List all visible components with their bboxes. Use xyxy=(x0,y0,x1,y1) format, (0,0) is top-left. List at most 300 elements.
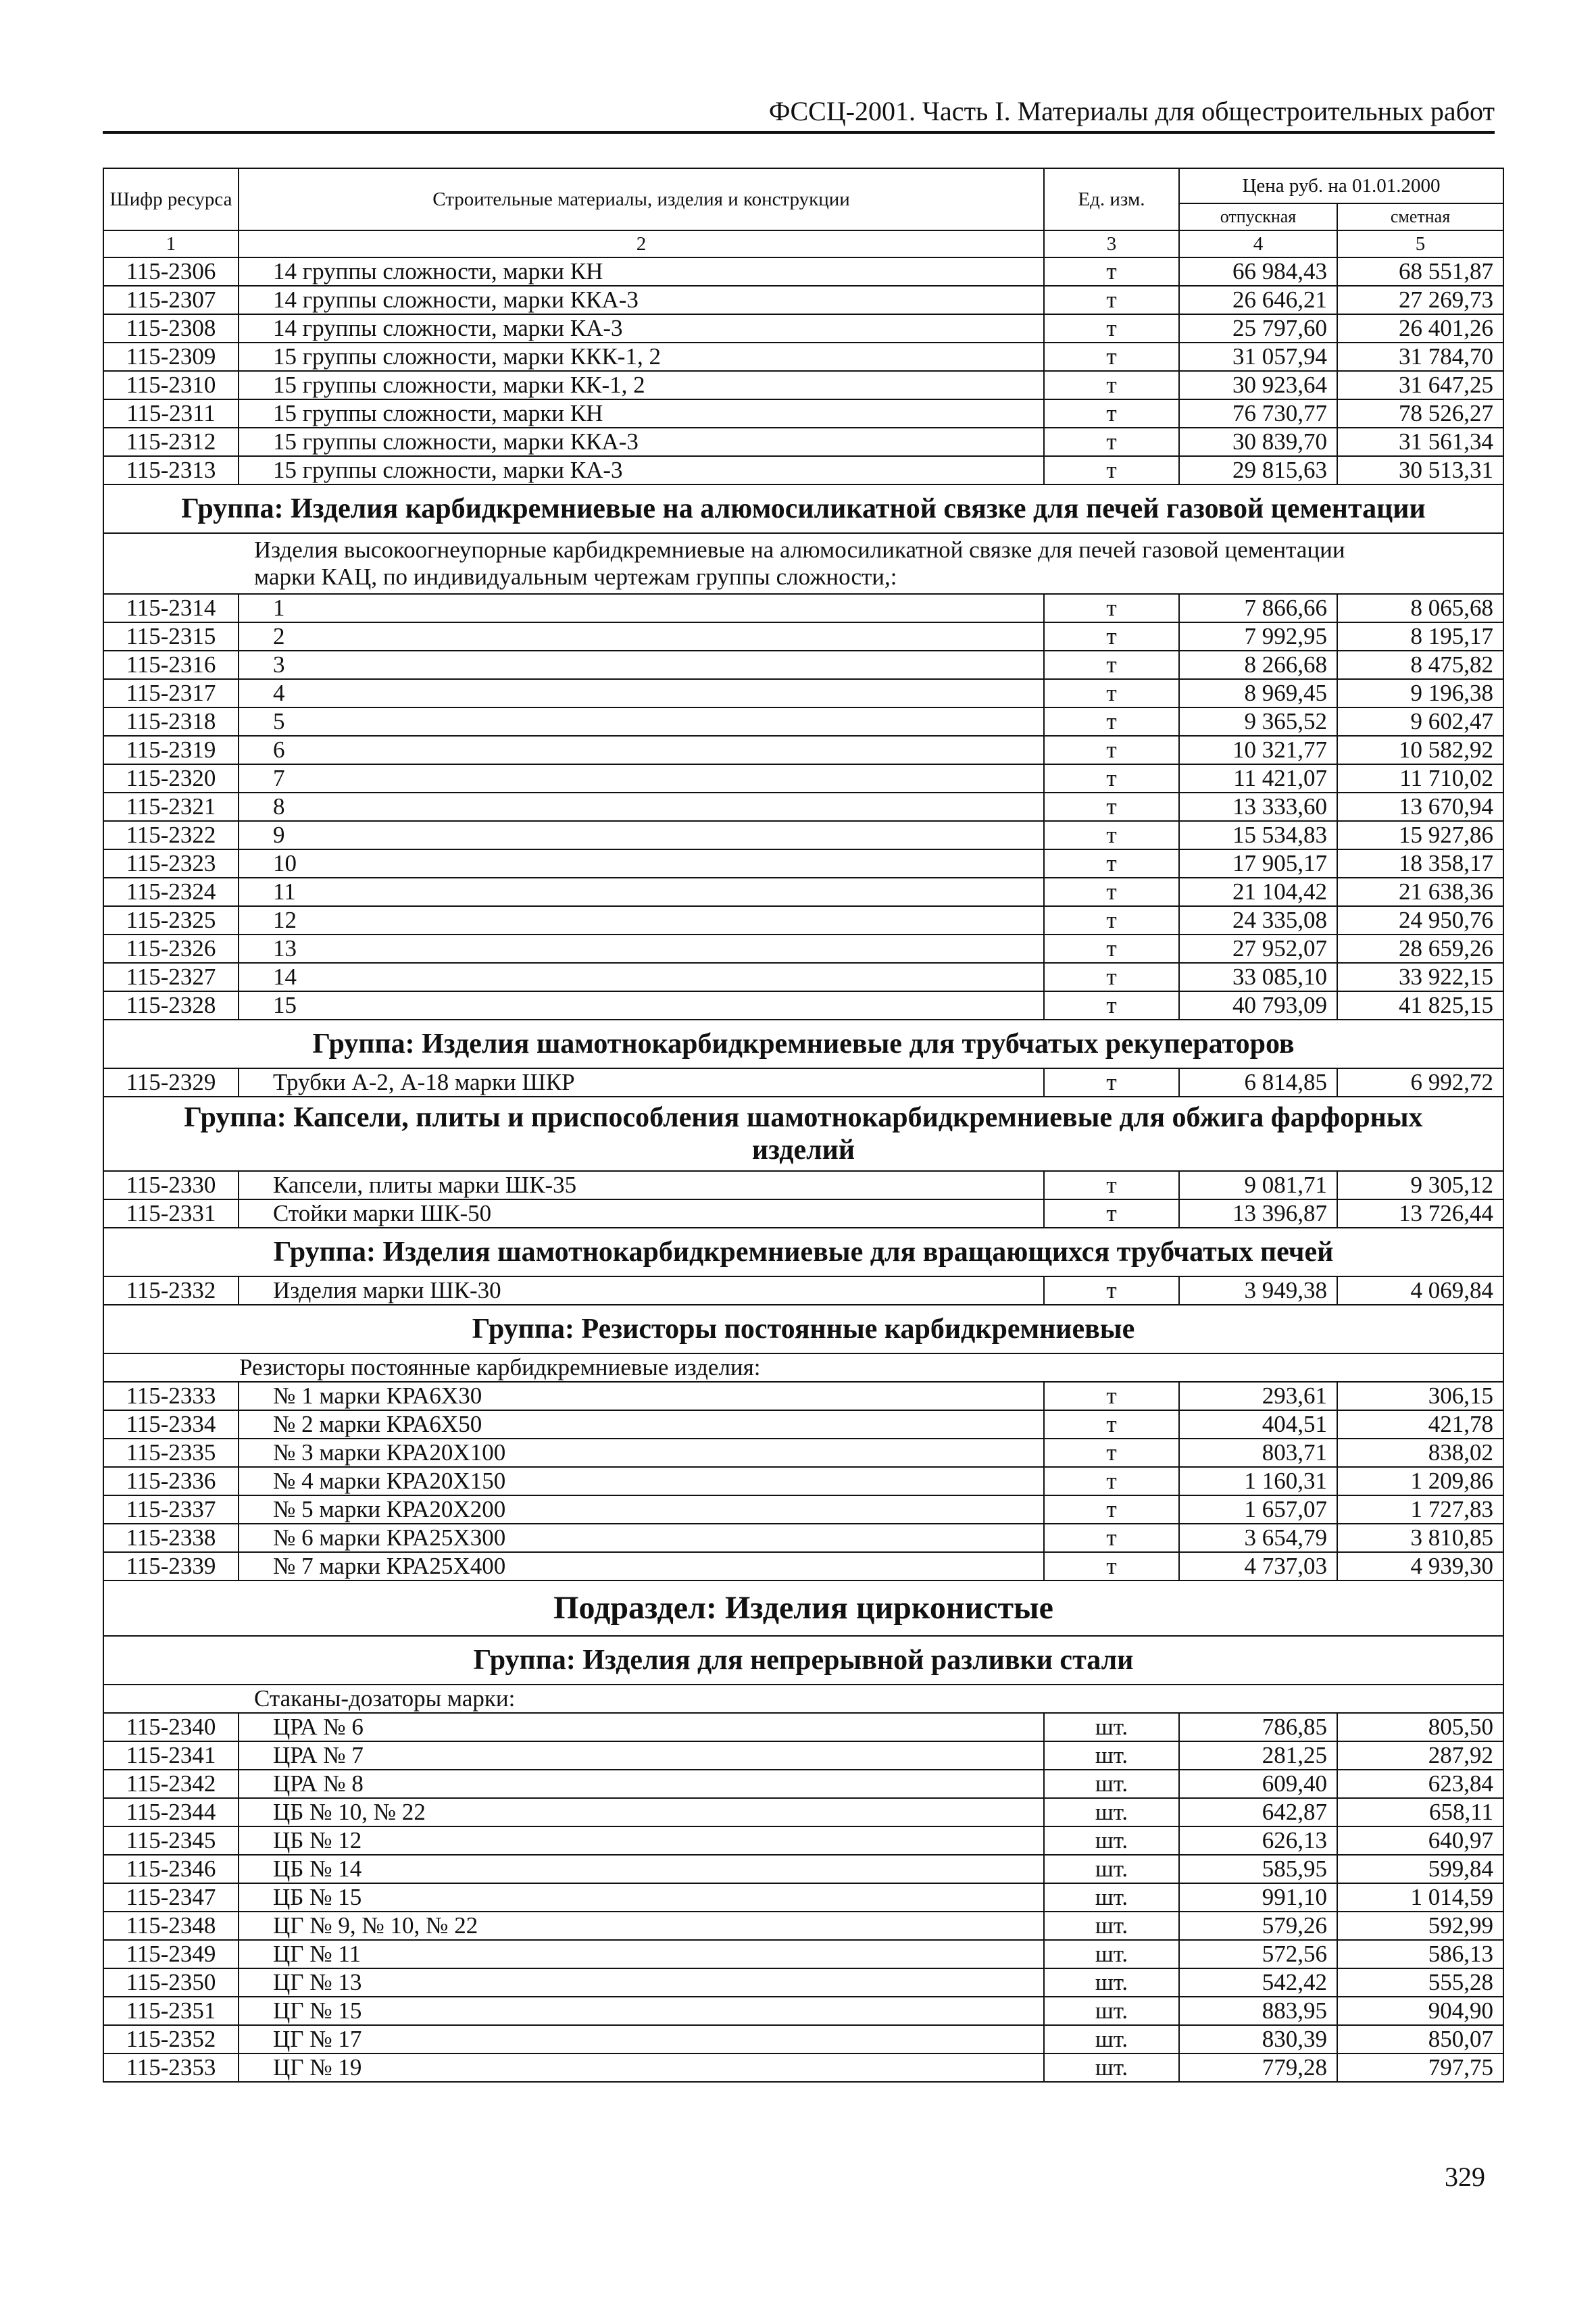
unit-cell: т xyxy=(1044,456,1179,484)
group-heading-row xyxy=(103,1305,1503,1353)
item-name-cell: 15 группы сложности, марки ККК-1, 2 xyxy=(239,343,1044,371)
resource-code-cell: 115-2330 xyxy=(103,1171,239,1199)
item-name-cell: Изделия марки ШК-30 xyxy=(239,1276,1044,1305)
release-price-cell: 281,25 xyxy=(1179,1741,1337,1770)
column-header-name: Строительные материалы, изделия и конструкции xyxy=(239,168,1044,230)
column-number: 3 xyxy=(1044,230,1179,257)
estimate-price-cell: 838,02 xyxy=(1337,1439,1503,1467)
column-number: 5 xyxy=(1337,230,1503,257)
estimate-price-cell: 623,84 xyxy=(1337,1770,1503,1798)
table-row xyxy=(103,428,1503,456)
resource-code-cell: 115-2313 xyxy=(103,456,239,484)
unit-cell: т xyxy=(1044,1410,1179,1439)
item-name-cell: ЦРА № 7 xyxy=(239,1741,1044,1770)
item-name-cell: 2 xyxy=(239,622,1044,651)
estimate-price-cell: 4 069,84 xyxy=(1337,1276,1503,1305)
release-price-cell: 579,26 xyxy=(1179,1912,1337,1940)
unit-cell: т xyxy=(1044,1495,1179,1524)
resource-code-cell: 115-2329 xyxy=(103,1068,239,1097)
release-price-cell: 8 969,45 xyxy=(1179,679,1337,707)
resource-code-cell: 115-2324 xyxy=(103,878,239,906)
unit-cell: т xyxy=(1044,906,1179,935)
estimate-price-cell: 31 647,25 xyxy=(1337,371,1503,399)
group-note-row xyxy=(103,533,1503,594)
release-price-cell: 11 421,07 xyxy=(1179,764,1337,793)
resource-code-cell: 115-2316 xyxy=(103,651,239,679)
release-price-cell: 642,87 xyxy=(1179,1798,1337,1826)
estimate-price-cell: 11 710,02 xyxy=(1337,764,1503,793)
group-note-row xyxy=(103,1685,1503,1713)
release-price-cell: 293,61 xyxy=(1179,1382,1337,1410)
estimate-price-cell: 31 784,70 xyxy=(1337,343,1503,371)
estimate-price-cell: 18 358,17 xyxy=(1337,849,1503,878)
unit-cell: шт. xyxy=(1044,1997,1179,2025)
release-price-cell: 779,28 xyxy=(1179,2053,1337,2082)
estimate-price-cell: 21 638,36 xyxy=(1337,878,1503,906)
unit-cell: шт. xyxy=(1044,1770,1179,1798)
table-row xyxy=(103,594,1503,622)
subsection-heading-row xyxy=(103,1580,1503,1636)
release-price-cell: 7 866,66 xyxy=(1179,594,1337,622)
table-row xyxy=(103,1382,1503,1410)
item-name-cell: ЦГ № 9, № 10, № 22 xyxy=(239,1912,1044,1940)
release-price-cell: 9 365,52 xyxy=(1179,707,1337,736)
item-name-cell: 11 xyxy=(239,878,1044,906)
resource-code-cell: 115-2333 xyxy=(103,1382,239,1410)
release-price-cell: 830,39 xyxy=(1179,2025,1337,2053)
table-row xyxy=(103,399,1503,428)
group-heading: Группа: Капсели, плиты и приспособления шамотнокарбидкремниевые для обжига фарфорных изделий xyxy=(103,1097,1503,1171)
item-name-cell: 4 xyxy=(239,679,1044,707)
unit-cell: т xyxy=(1044,1199,1179,1228)
release-price-cell: 76 730,77 xyxy=(1179,399,1337,428)
group-note-row xyxy=(103,1353,1503,1382)
estimate-price-cell: 41 825,15 xyxy=(1337,991,1503,1020)
unit-cell: т xyxy=(1044,793,1179,821)
release-price-cell: 1 657,07 xyxy=(1179,1495,1337,1524)
item-name-cell: № 5 марки КРА20Х200 xyxy=(239,1495,1044,1524)
resource-code-cell: 115-2345 xyxy=(103,1826,239,1855)
item-name-cell: ЦГ № 15 xyxy=(239,1997,1044,2025)
item-name-cell: ЦГ № 11 xyxy=(239,1940,1044,1968)
table-row xyxy=(103,963,1503,991)
estimate-price-cell: 797,75 xyxy=(1337,2053,1503,2082)
release-price-cell: 24 335,08 xyxy=(1179,906,1337,935)
table-row xyxy=(103,1410,1503,1439)
resource-code-cell: 115-2309 xyxy=(103,343,239,371)
release-price-cell: 626,13 xyxy=(1179,1826,1337,1855)
item-name-cell: 15 группы сложности, марки КК-1, 2 xyxy=(239,371,1044,399)
estimate-price-cell: 26 401,26 xyxy=(1337,314,1503,343)
unit-cell: т xyxy=(1044,679,1179,707)
item-name-cell: 6 xyxy=(239,736,1044,764)
unit-cell: шт. xyxy=(1044,1912,1179,1940)
table-row xyxy=(103,906,1503,935)
unit-cell: т xyxy=(1044,821,1179,849)
item-name-cell: 14 xyxy=(239,963,1044,991)
column-header-code: Шифр ресурса xyxy=(103,168,239,230)
resource-code-cell: 115-2317 xyxy=(103,679,239,707)
resource-code-cell: 115-2327 xyxy=(103,963,239,991)
unit-cell: т xyxy=(1044,707,1179,736)
item-name-cell: 14 группы сложности, марки ККА-3 xyxy=(239,286,1044,314)
estimate-price-cell: 904,90 xyxy=(1337,1997,1503,2025)
unit-cell: т xyxy=(1044,399,1179,428)
item-name-cell: 15 xyxy=(239,991,1044,1020)
unit-cell: т xyxy=(1044,371,1179,399)
item-name-cell: ЦРА № 6 xyxy=(239,1713,1044,1741)
unit-cell: т xyxy=(1044,935,1179,963)
resource-code-cell: 115-2349 xyxy=(103,1940,239,1968)
release-price-cell: 27 952,07 xyxy=(1179,935,1337,963)
release-price-cell: 26 646,21 xyxy=(1179,286,1337,314)
table-row xyxy=(103,622,1503,651)
item-name-cell: ЦГ № 19 xyxy=(239,2053,1044,2082)
estimate-price-cell: 1 727,83 xyxy=(1337,1495,1503,1524)
item-name-cell: 7 xyxy=(239,764,1044,793)
table-row xyxy=(103,821,1503,849)
item-name-cell: 15 группы сложности, марки КН xyxy=(239,399,1044,428)
resource-code-cell: 115-2314 xyxy=(103,594,239,622)
item-name-cell: 12 xyxy=(239,906,1044,935)
unit-cell: шт. xyxy=(1044,2053,1179,2082)
table-row xyxy=(103,371,1503,399)
item-name-cell: Стойки марки ШК-50 xyxy=(239,1199,1044,1228)
unit-cell: т xyxy=(1044,314,1179,343)
estimate-price-cell: 555,28 xyxy=(1337,1968,1503,1997)
release-price-cell: 883,95 xyxy=(1179,1997,1337,2025)
column-number: 1 xyxy=(103,230,239,257)
item-name-cell: № 7 марки КРА25Х400 xyxy=(239,1552,1044,1580)
resource-code-cell: 115-2336 xyxy=(103,1467,239,1495)
table-row xyxy=(103,1826,1503,1855)
item-name-cell: 13 xyxy=(239,935,1044,963)
release-price-cell: 3 654,79 xyxy=(1179,1524,1337,1552)
release-price-cell: 572,56 xyxy=(1179,1940,1337,1968)
resource-code-cell: 115-2325 xyxy=(103,906,239,935)
table-row xyxy=(103,651,1503,679)
estimate-price-cell: 805,50 xyxy=(1337,1713,1503,1741)
estimate-price-cell: 1 014,59 xyxy=(1337,1883,1503,1912)
table-row xyxy=(103,1068,1503,1097)
release-price-cell: 3 949,38 xyxy=(1179,1276,1337,1305)
release-price-cell: 585,95 xyxy=(1179,1855,1337,1883)
release-price-cell: 31 057,94 xyxy=(1179,343,1337,371)
estimate-price-cell: 6 992,72 xyxy=(1337,1068,1503,1097)
table-row xyxy=(103,1552,1503,1580)
group-heading: Группа: Изделия шамотнокарбидкремниевые для вращающихся трубчатых печей xyxy=(103,1228,1503,1276)
table-row xyxy=(103,257,1503,286)
unit-cell: т xyxy=(1044,1524,1179,1552)
estimate-price-cell: 28 659,26 xyxy=(1337,935,1503,963)
release-price-cell: 25 797,60 xyxy=(1179,314,1337,343)
resource-code-cell: 115-2310 xyxy=(103,371,239,399)
table-row xyxy=(103,1199,1503,1228)
estimate-price-cell: 4 939,30 xyxy=(1337,1552,1503,1580)
group-heading-row xyxy=(103,1020,1503,1068)
release-price-cell: 40 793,09 xyxy=(1179,991,1337,1020)
resource-code-cell: 115-2353 xyxy=(103,2053,239,2082)
release-price-cell: 609,40 xyxy=(1179,1770,1337,1798)
release-price-cell: 1 160,31 xyxy=(1179,1467,1337,1495)
table-row xyxy=(103,736,1503,764)
table-row xyxy=(103,679,1503,707)
unit-cell: т xyxy=(1044,594,1179,622)
resource-code-cell: 115-2311 xyxy=(103,399,239,428)
unit-cell: шт. xyxy=(1044,1826,1179,1855)
release-price-cell: 786,85 xyxy=(1179,1713,1337,1741)
group-note: Изделия высокоогнеупорные карбидкремниевые на алюмосиликатной связке для печей газовой цементации марки КАЦ, по индивидуальным чертежам группы сложности,: xyxy=(103,533,1503,594)
item-name-cell: ЦБ № 14 xyxy=(239,1855,1044,1883)
resource-code-cell: 115-2340 xyxy=(103,1713,239,1741)
unit-cell: т xyxy=(1044,878,1179,906)
estimate-price-cell: 10 582,92 xyxy=(1337,736,1503,764)
estimate-price-cell: 9 602,47 xyxy=(1337,707,1503,736)
column-number: 2 xyxy=(239,230,1044,257)
unit-cell: т xyxy=(1044,1467,1179,1495)
estimate-price-cell: 287,92 xyxy=(1337,1741,1503,1770)
estimate-price-cell: 306,15 xyxy=(1337,1382,1503,1410)
item-name-cell: 8 xyxy=(239,793,1044,821)
table-row xyxy=(103,793,1503,821)
estimate-price-cell: 13 726,44 xyxy=(1337,1199,1503,1228)
estimate-price-cell: 24 950,76 xyxy=(1337,906,1503,935)
table-row xyxy=(103,1798,1503,1826)
estimate-price-cell: 33 922,15 xyxy=(1337,963,1503,991)
table-row xyxy=(103,1276,1503,1305)
table-body xyxy=(103,257,1503,2082)
group-heading-row xyxy=(103,1097,1503,1171)
table-row xyxy=(103,1940,1503,1968)
estimate-price-cell: 850,07 xyxy=(1337,2025,1503,2053)
resource-code-cell: 115-2312 xyxy=(103,428,239,456)
column-header-estimate-price: сметная xyxy=(1337,203,1503,230)
item-name-cell: Капсели, плиты марки ШК-35 xyxy=(239,1171,1044,1199)
release-price-cell: 66 984,43 xyxy=(1179,257,1337,286)
estimate-price-cell: 592,99 xyxy=(1337,1912,1503,1940)
estimate-price-cell: 13 670,94 xyxy=(1337,793,1503,821)
table-row xyxy=(103,1171,1503,1199)
unit-cell: шт. xyxy=(1044,1968,1179,1997)
unit-cell: т xyxy=(1044,257,1179,286)
item-name-cell: № 3 марки КРА20Х100 xyxy=(239,1439,1044,1467)
item-name-cell: № 6 марки КРА25Х300 xyxy=(239,1524,1044,1552)
release-price-cell: 803,71 xyxy=(1179,1439,1337,1467)
table-row xyxy=(103,1467,1503,1495)
estimate-price-cell: 31 561,34 xyxy=(1337,428,1503,456)
release-price-cell: 15 534,83 xyxy=(1179,821,1337,849)
unit-cell: т xyxy=(1044,651,1179,679)
column-number: 4 xyxy=(1179,230,1337,257)
release-price-cell: 33 085,10 xyxy=(1179,963,1337,991)
item-name-cell: ЦБ № 12 xyxy=(239,1826,1044,1855)
group-heading-row xyxy=(103,1636,1503,1685)
estimate-price-cell: 68 551,87 xyxy=(1337,257,1503,286)
estimate-price-cell: 8 195,17 xyxy=(1337,622,1503,651)
item-name-cell: № 4 марки КРА20Х150 xyxy=(239,1467,1044,1495)
release-price-cell: 404,51 xyxy=(1179,1410,1337,1439)
resource-code-cell: 115-2334 xyxy=(103,1410,239,1439)
resource-code-cell: 115-2352 xyxy=(103,2025,239,2053)
column-header-unit: Ед. изм. xyxy=(1044,168,1179,230)
unit-cell: т xyxy=(1044,286,1179,314)
estimate-price-cell: 658,11 xyxy=(1337,1798,1503,1826)
resource-code-cell: 115-2351 xyxy=(103,1997,239,2025)
table-row xyxy=(103,1439,1503,1467)
resource-code-cell: 115-2346 xyxy=(103,1855,239,1883)
estimate-price-cell: 640,97 xyxy=(1337,1826,1503,1855)
unit-cell: т xyxy=(1044,1171,1179,1199)
release-price-cell: 30 839,70 xyxy=(1179,428,1337,456)
resource-code-cell: 115-2322 xyxy=(103,821,239,849)
estimate-price-cell: 15 927,86 xyxy=(1337,821,1503,849)
item-name-cell: № 2 марки КРА6Х50 xyxy=(239,1410,1044,1439)
resource-code-cell: 115-2344 xyxy=(103,1798,239,1826)
item-name-cell: 14 группы сложности, марки КН xyxy=(239,257,1044,286)
unit-cell: т xyxy=(1044,428,1179,456)
table-row xyxy=(103,1741,1503,1770)
release-price-cell: 9 081,71 xyxy=(1179,1171,1337,1199)
estimate-price-cell: 1 209,86 xyxy=(1337,1467,1503,1495)
item-name-cell: ЦГ № 17 xyxy=(239,2025,1044,2053)
table-row xyxy=(103,2025,1503,2053)
estimate-price-cell: 586,13 xyxy=(1337,1940,1503,1968)
unit-cell: т xyxy=(1044,343,1179,371)
resource-code-cell: 115-2315 xyxy=(103,622,239,651)
resource-code-cell: 115-2320 xyxy=(103,764,239,793)
table-row xyxy=(103,991,1503,1020)
resource-code-cell: 115-2323 xyxy=(103,849,239,878)
table-row xyxy=(103,1713,1503,1741)
unit-cell: т xyxy=(1044,1068,1179,1097)
unit-cell: шт. xyxy=(1044,1883,1179,1912)
item-name-cell: Трубки А-2, А-18 марки ШКР xyxy=(239,1068,1044,1097)
release-price-cell: 7 992,95 xyxy=(1179,622,1337,651)
unit-cell: т xyxy=(1044,622,1179,651)
estimate-price-cell: 8 065,68 xyxy=(1337,594,1503,622)
estimate-price-cell: 421,78 xyxy=(1337,1410,1503,1439)
item-name-cell: № 1 марки КРА6Х30 xyxy=(239,1382,1044,1410)
item-name-cell: 10 xyxy=(239,849,1044,878)
release-price-cell: 30 923,64 xyxy=(1179,371,1337,399)
resource-code-cell: 115-2321 xyxy=(103,793,239,821)
table-row xyxy=(103,1883,1503,1912)
resource-code-cell: 115-2332 xyxy=(103,1276,239,1305)
unit-cell: шт. xyxy=(1044,1940,1179,1968)
table-head xyxy=(103,168,1503,257)
table-row xyxy=(103,1495,1503,1524)
group-note: Стаканы-дозаторы марки: xyxy=(103,1685,1503,1713)
release-price-cell: 8 266,68 xyxy=(1179,651,1337,679)
resource-code-cell: 115-2319 xyxy=(103,736,239,764)
resource-code-cell: 115-2335 xyxy=(103,1439,239,1467)
unit-cell: т xyxy=(1044,736,1179,764)
group-heading: Группа: Резисторы постоянные карбидкремниевые xyxy=(103,1305,1503,1353)
page-number: 329 xyxy=(1445,2162,1485,2192)
table-row xyxy=(103,1997,1503,2025)
release-price-cell: 13 333,60 xyxy=(1179,793,1337,821)
item-name-cell: ЦРА № 8 xyxy=(239,1770,1044,1798)
resource-code-cell: 115-2306 xyxy=(103,257,239,286)
unit-cell: т xyxy=(1044,764,1179,793)
group-heading-row xyxy=(103,1228,1503,1276)
unit-cell: шт. xyxy=(1044,1713,1179,1741)
unit-cell: шт. xyxy=(1044,1798,1179,1826)
table-row xyxy=(103,764,1503,793)
table-row xyxy=(103,878,1503,906)
unit-cell: т xyxy=(1044,1439,1179,1467)
subsection-heading: Подраздел: Изделия цирконистые xyxy=(103,1580,1503,1636)
page-header-title: ФССЦ-2001. Часть I. Материалы для общестроительных работ xyxy=(768,96,1495,126)
release-price-cell: 6 814,85 xyxy=(1179,1068,1337,1097)
price-table xyxy=(103,168,1504,2083)
table-row xyxy=(103,1524,1503,1552)
release-price-cell: 4 737,03 xyxy=(1179,1552,1337,1580)
release-price-cell: 21 104,42 xyxy=(1179,878,1337,906)
table-row xyxy=(103,1912,1503,1940)
release-price-cell: 29 815,63 xyxy=(1179,456,1337,484)
release-price-cell: 13 396,87 xyxy=(1179,1199,1337,1228)
item-name-cell: 15 группы сложности, марки КА-3 xyxy=(239,456,1044,484)
table-row xyxy=(103,1770,1503,1798)
unit-cell: шт. xyxy=(1044,2025,1179,2053)
table-row xyxy=(103,707,1503,736)
resource-code-cell: 115-2338 xyxy=(103,1524,239,1552)
unit-cell: т xyxy=(1044,963,1179,991)
table-row xyxy=(103,1968,1503,1997)
unit-cell: т xyxy=(1044,991,1179,1020)
resource-code-cell: 115-2339 xyxy=(103,1552,239,1580)
table-row xyxy=(103,456,1503,484)
item-name-cell: ЦБ № 15 xyxy=(239,1883,1044,1912)
item-name-cell: 14 группы сложности, марки КА-3 xyxy=(239,314,1044,343)
resource-code-cell: 115-2347 xyxy=(103,1883,239,1912)
unit-cell: т xyxy=(1044,1552,1179,1580)
resource-code-cell: 115-2318 xyxy=(103,707,239,736)
item-name-cell: 3 xyxy=(239,651,1044,679)
table-row xyxy=(103,935,1503,963)
table-row xyxy=(103,314,1503,343)
release-price-cell: 10 321,77 xyxy=(1179,736,1337,764)
resource-code-cell: 115-2326 xyxy=(103,935,239,963)
table-row xyxy=(103,849,1503,878)
column-header-price: Цена руб. на 01.01.2000 xyxy=(1179,168,1503,203)
estimate-price-cell: 78 526,27 xyxy=(1337,399,1503,428)
unit-cell: т xyxy=(1044,1382,1179,1410)
item-name-cell: ЦГ № 13 xyxy=(239,1968,1044,1997)
unit-cell: т xyxy=(1044,849,1179,878)
release-price-cell: 17 905,17 xyxy=(1179,849,1337,878)
table-row xyxy=(103,1855,1503,1883)
table-row xyxy=(103,343,1503,371)
group-note: Резисторы постоянные карбидкремниевые изделия: xyxy=(103,1353,1503,1382)
estimate-price-cell: 30 513,31 xyxy=(1337,456,1503,484)
resource-code-cell: 115-2328 xyxy=(103,991,239,1020)
estimate-price-cell: 9 196,38 xyxy=(1337,679,1503,707)
table-row xyxy=(103,2053,1503,2082)
unit-cell: т xyxy=(1044,1276,1179,1305)
group-heading: Группа: Изделия шамотнокарбидкремниевые для трубчатых рекуператоров xyxy=(103,1020,1503,1068)
item-name-cell: 15 группы сложности, марки ККА-3 xyxy=(239,428,1044,456)
estimate-price-cell: 9 305,12 xyxy=(1337,1171,1503,1199)
unit-cell: шт. xyxy=(1044,1855,1179,1883)
resource-code-cell: 115-2348 xyxy=(103,1912,239,1940)
item-name-cell: 5 xyxy=(239,707,1044,736)
resource-code-cell: 115-2307 xyxy=(103,286,239,314)
estimate-price-cell: 599,84 xyxy=(1337,1855,1503,1883)
group-heading: Группа: Изделия карбидкремниевые на алюмосиликатной связке для печей газовой цементации xyxy=(103,484,1503,533)
table-row xyxy=(103,286,1503,314)
